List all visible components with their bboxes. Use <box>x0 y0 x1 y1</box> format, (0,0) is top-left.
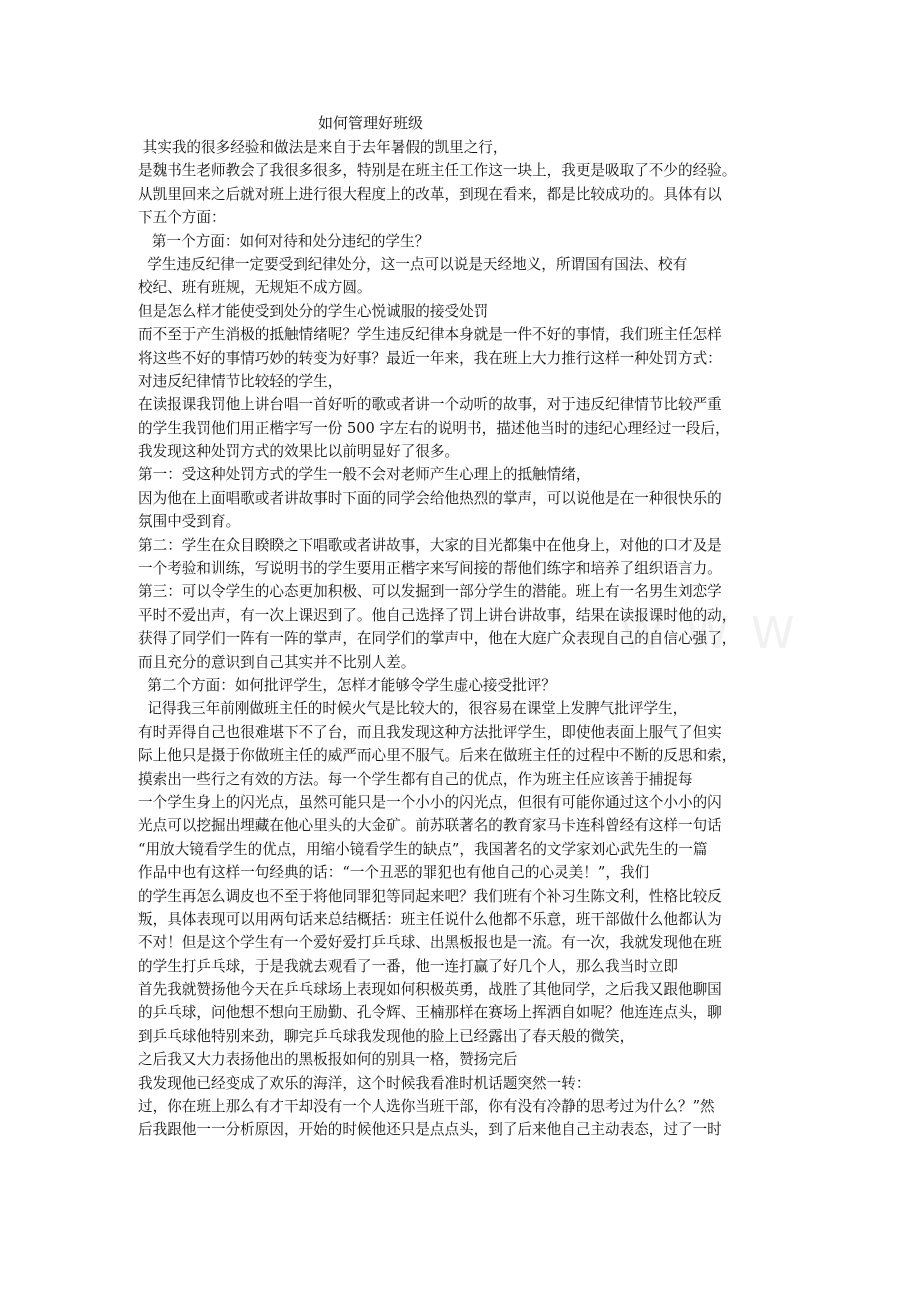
text-line: 一个学生身上的闪光点，虽然可能只是一个小小的闪光点，但很有可能你通过这个小小的闪 <box>138 793 722 811</box>
text-line: 之后我又大力表扬他出的黑板报如何的别具一格，赞扬完后 <box>138 1051 518 1069</box>
text-line: 下五个方面： <box>138 209 226 227</box>
text-line: 的学生再怎么调皮也不至于将他同罪犯等同起来吧？我们班有个补习生陈文利，性格比较反 <box>138 887 722 905</box>
text-line: 的学生我罚他们用正楷字写一份 500 字左右的说明书，描述他当时的违纪心理经过一段后， <box>138 419 730 437</box>
text-line: 从凯里回来之后就对班上进行很大程度上的改革，到现在看来，都是比较成功的。具体有以 <box>138 185 722 203</box>
text-line: 我发现这种处罚方式的效果比以前明显好了很多。 <box>138 443 460 461</box>
text-line: 第二：学生在众目睽睽之下唱歌或者讲故事，大家的目光都集中在他身上，对他的口才及是 <box>138 536 722 554</box>
text-line: 其实我的很多经验和做法是来自于去年暑假的凯里之行， <box>138 139 508 156</box>
text-line: 作品中也有这样一句经典的话：“一个丑恶的罪犯也有他自己的心灵美！”，我们 <box>138 864 650 882</box>
text-line: 记得我三年前刚做班主任的时候火气是比较大的，很容易在课堂上发脾气批评学生， <box>138 700 688 718</box>
text-line: 后我跟他一一分析原因，开始的时候他还只是点点头，到了后来他自己主动表态，过了一时 <box>138 1121 722 1139</box>
text-line: 光点可以挖掘出埋藏在他心里头的大金矿。前苏联著名的教育家马卡连科曾经有这样一句话 <box>138 817 722 835</box>
text-line: 第一个方面：如何对待和处分违纪的学生？ <box>138 232 430 250</box>
text-line: 校纪、班有班规，无规矩不成方圆。 <box>138 279 372 297</box>
text-line: 因为他在上面唱歌或者讲故事时下面的同学会给他热烈的掌声，可以说他是在一种很快乐的 <box>138 489 722 507</box>
text-line: 对违反纪律情节比较轻的学生， <box>138 372 343 390</box>
text-line: 摸索出一些行之有效的方法。每一个学生都有自己的优点，作为班主任应该善于捕捉每 <box>138 770 693 788</box>
text-line: 第一：受这种处罚方式的学生一般不会对老师产生心理上的抵触情绪， <box>138 466 591 484</box>
text-line: 第三：可以令学生的心态更加积极、可以发掘到一部分学生的潜能。班上有一名男生刘恋学 <box>138 583 722 601</box>
text-line: 不对！但是这个学生有一个爱好爱打乒乓球、出黑板报也是一流。有一次，我就发现他在班 <box>138 934 722 952</box>
document-title: 如何管理好班级 <box>318 114 424 132</box>
text-line: 学生违反纪律一定要受到纪律处分，这一点可以说是天经地义，所谓国有国法、校有 <box>138 255 688 273</box>
text-line: 而不至于产生消极的抵触情绪呢？学生违反纪律本身就是一件不好的事情，我们班主任怎样 <box>138 326 722 344</box>
text-line: 获得了同学们一阵有一阵的掌声，在同学们的掌声中，他在大庭广众表现自己的自信心强了， <box>138 630 737 648</box>
text-line: 的乒乓球，问他想不想向王励勤、孔令辉、王楠那样在赛场上挥洒自如呢？他连连点头，聊 <box>138 1004 722 1022</box>
text-line: 在读报课我罚他上讲台唱一首好听的歌或者讲一个动听的故事，对于违反纪律情节比较严重 <box>138 396 722 414</box>
text-line: 将这些不好的事情巧妙的转变为好事？最近一年来，我在班上大力推行这样一种处罚方式： <box>138 349 722 367</box>
text-line: 到乒乓球他特别来劲，聊完乒乓球我发现他的脸上已经露出了春天般的微笑， <box>138 1027 635 1045</box>
text-line: 际上他只是摄于你做班主任的威严而心里不服气。后来在做班主任的过程中不断的反思和索， <box>138 747 737 765</box>
text-line: 有时弄得自己也很难堪下不了台，而且我发现这种方法批评学生，即使他表面上服气了但实 <box>138 723 722 741</box>
watermark: W W W <box>620 608 799 659</box>
text-line: “用放大镜看学生的优点，用缩小镜看学生的缺点”，我国著名的文学家刘心武先生的一篇 <box>138 840 708 858</box>
text-line: 而且充分的意识到自己其实并不比别人差。 <box>138 653 416 671</box>
text-line: 第二个方面：如何批评学生，怎样才能够令学生虚心接受批评？ <box>138 676 556 694</box>
text-line: 是魏书生老师教会了我很多很多，特别是在班主任工作这一块上，我更是吸取了不少的经验。 <box>138 162 737 180</box>
text-line: 叛，具体表现可以用两句话来总结概括：班主任说什么他都不乐意，班干部做什么他都认为 <box>138 910 722 928</box>
text-line: 一个考验和训练，写说明书的学生要用正楷字来写间接的帮他们练字和培养了组织语言力。 <box>138 560 722 578</box>
text-line: 但是怎么样才能使受到处分的学生心悦诚服的接受处罚 <box>138 302 489 320</box>
text-line: 平时不爱出声，有一次上课迟到了。他自己选择了罚上讲台讲故事，结果在读报课时他的动， <box>138 606 737 624</box>
document-body <box>138 136 788 1142</box>
text-line: 过，你在班上那么有才干却没有一个人选你当班干部，你有没有冷静的思考过为什么？”然 <box>138 1098 715 1116</box>
text-line: 首先我就赞扬他今天在乒乓球场上表现如何积极英勇，战胜了其他同学，之后我又跟他聊国 <box>138 981 722 999</box>
text-line: 的学生打乒乓球，于是我就去观看了一番，他一连打赢了好几个人，那么我当时立即 <box>138 957 678 975</box>
text-line: 我发现他已经变成了欢乐的海洋，这个时候我看准时机话题突然一转： <box>138 1074 591 1092</box>
text-line: 氛围中受到育。 <box>138 513 241 531</box>
